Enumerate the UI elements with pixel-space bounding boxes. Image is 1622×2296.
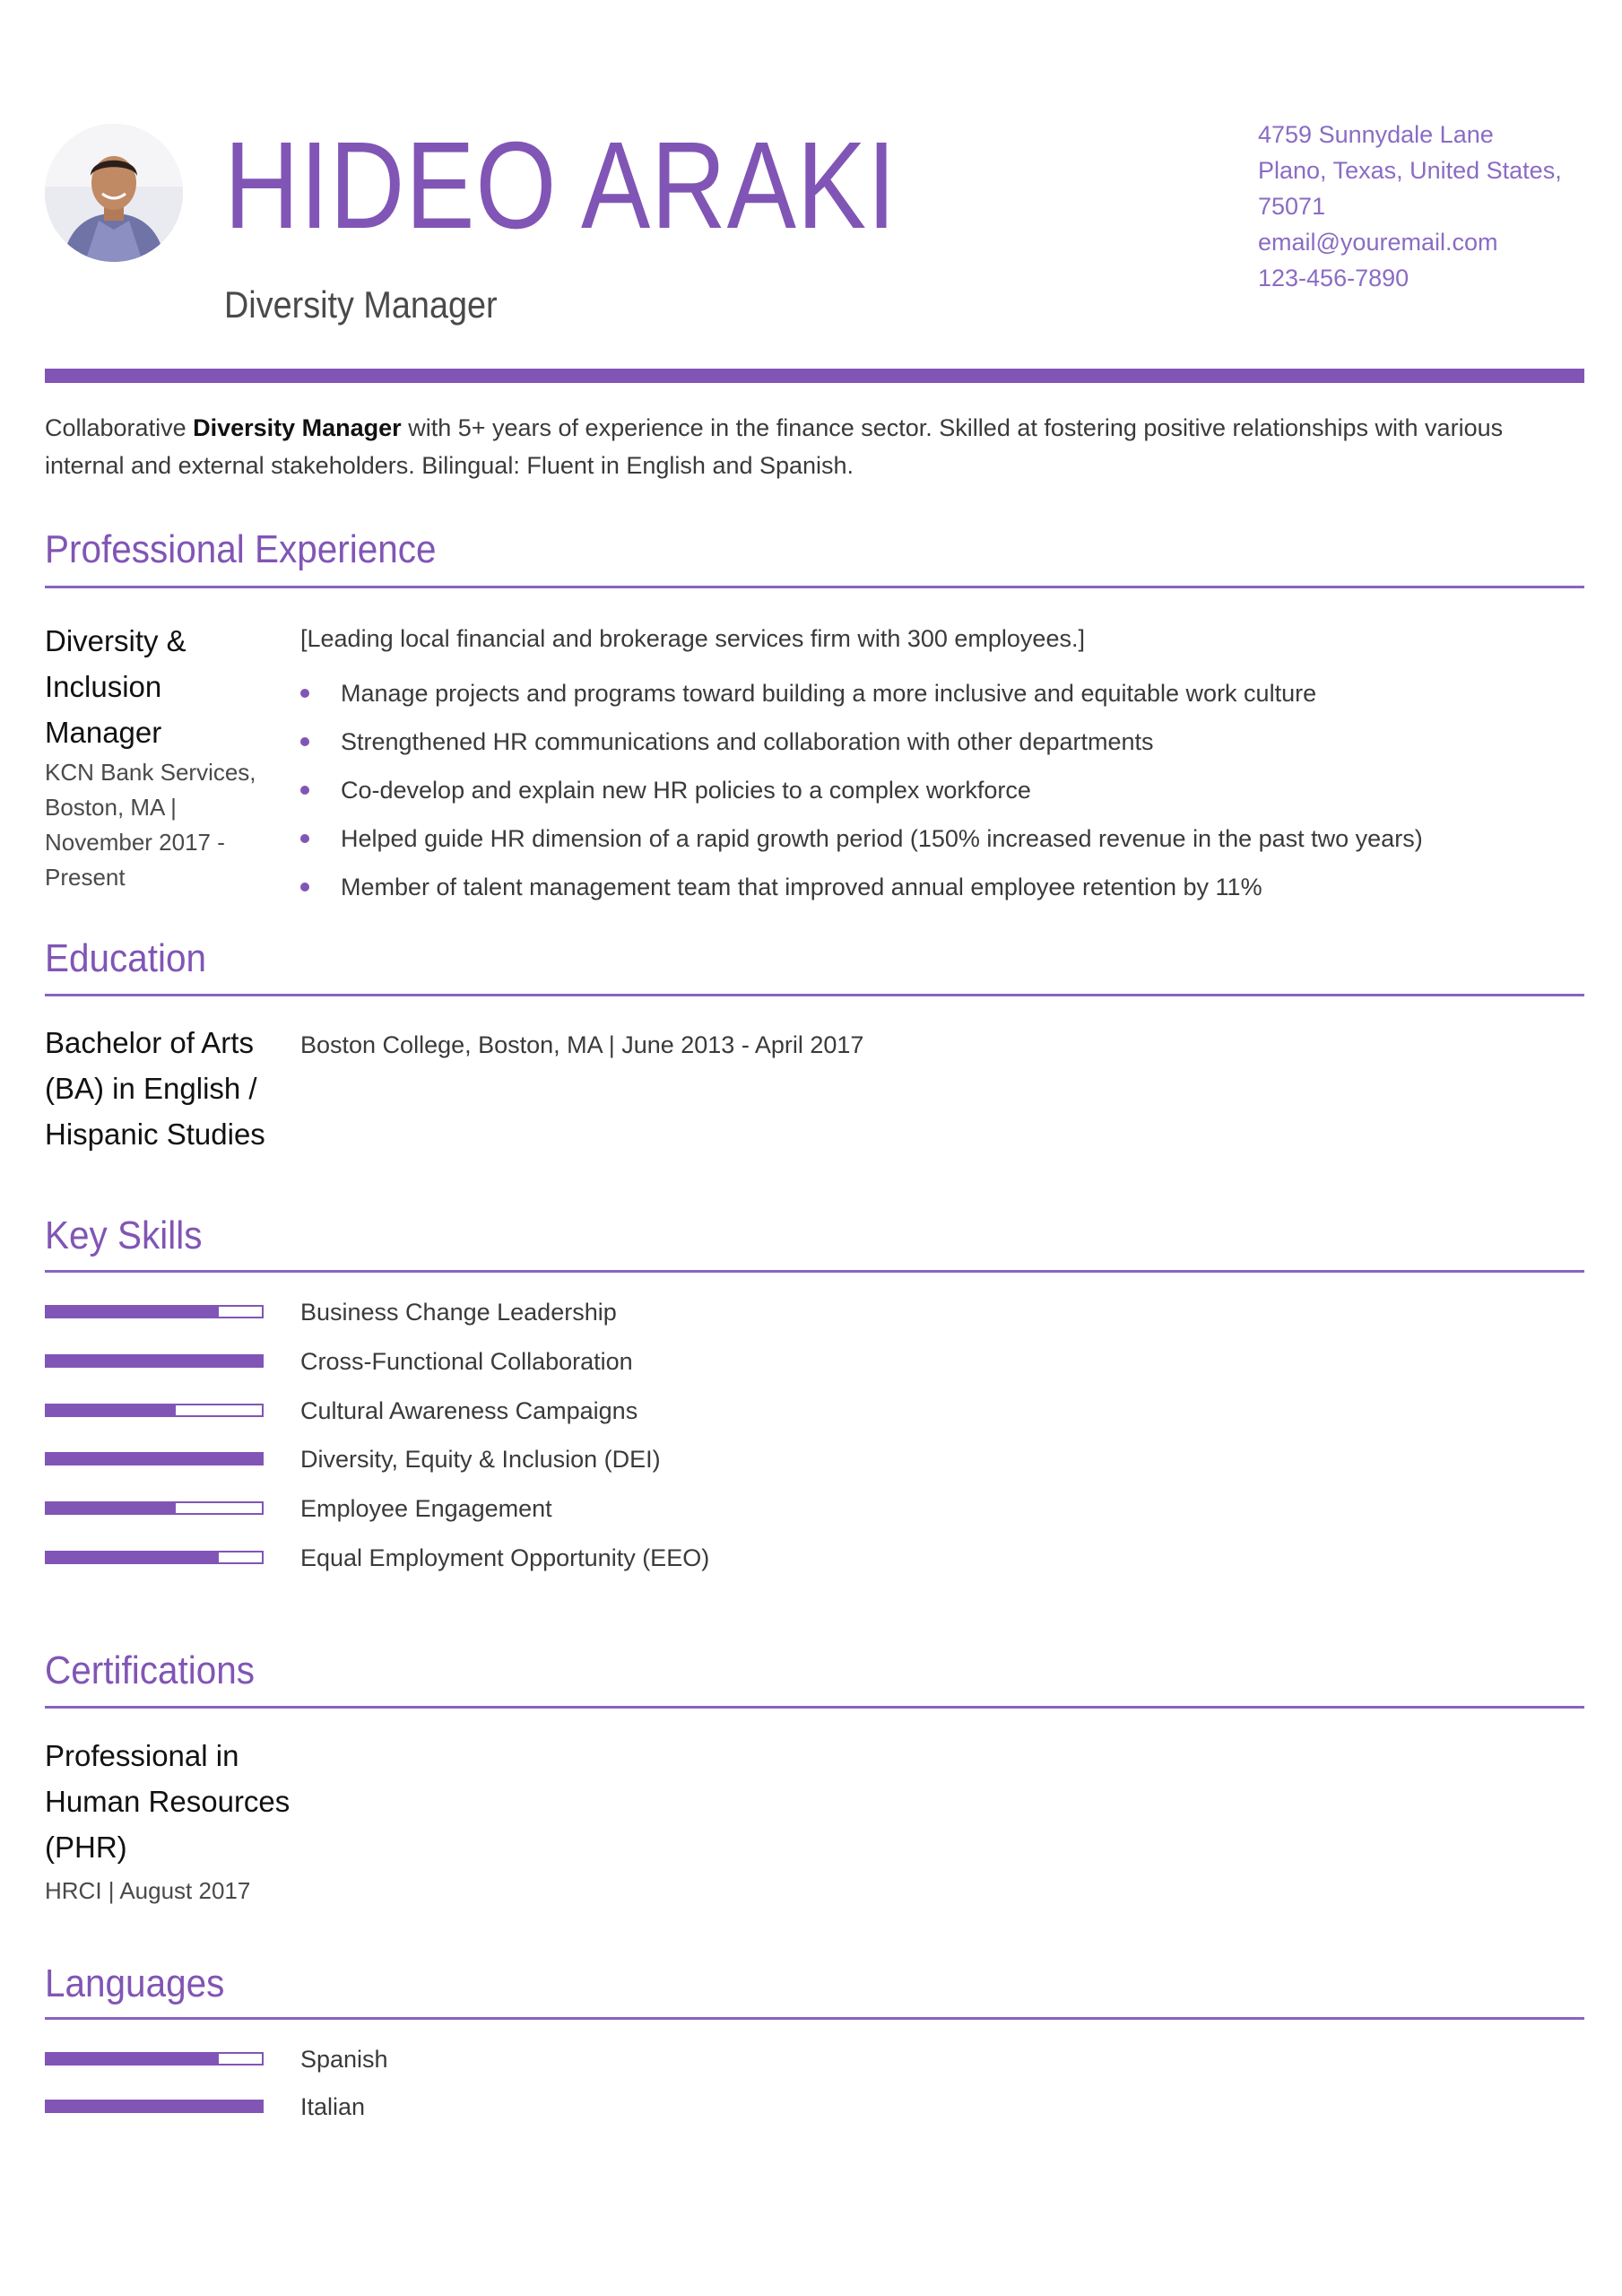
bullet-icon (300, 786, 309, 795)
language-level-fill (47, 2054, 219, 2064)
skill-level-bar (45, 1501, 264, 1515)
bullet-text: Strengthened HR communications and collaboration with other departments (341, 728, 1154, 755)
skill-row (45, 1435, 1121, 1483)
address-line-1: 4759 Sunnydale Lane (1258, 121, 1494, 148)
skill-level-fill (47, 1307, 219, 1317)
skill-row (45, 1534, 1121, 1582)
skill-level-bar (45, 1305, 264, 1318)
skill-row (45, 1387, 1121, 1435)
skill-level-bar (45, 1551, 264, 1564)
language-row (45, 2083, 1121, 2131)
section-title-languages: Languages (45, 1961, 225, 2005)
candidate-name: HIDEO ARAKI (224, 117, 898, 255)
language-label: Spanish (300, 2046, 388, 2073)
header-divider (45, 369, 1584, 383)
address-line-3: 75071 (1258, 193, 1326, 220)
bullet-icon (300, 883, 309, 891)
section-rule (45, 1270, 1584, 1273)
list-item (300, 814, 1583, 863)
experience-right (300, 621, 1583, 911)
profile-photo (45, 124, 183, 262)
language-row (45, 2035, 1121, 2083)
section-rule (45, 1706, 1584, 1709)
company-description: [Leading local financial and brokerage services firm with 300 employees.] (300, 625, 1085, 652)
section-rule (45, 586, 1584, 588)
education-details: Boston College, Boston, MA | June 2013 - April 2017 (300, 1031, 864, 1058)
section-title-education: Education (45, 936, 207, 980)
list-item (300, 669, 1583, 718)
skill-row (45, 1484, 1121, 1533)
avatar (45, 124, 183, 262)
phone-number: 123-456-7890 (1258, 265, 1409, 291)
skill-level-fill (47, 1503, 176, 1513)
language-level-bar (45, 2052, 264, 2066)
email-link[interactable]: email@youremail.com (1258, 229, 1498, 256)
skill-level-fill (47, 1552, 219, 1562)
education-left (45, 1020, 278, 1157)
skill-level-bar (45, 1452, 264, 1465)
role-title: Diversity & Inclusion Manager (45, 624, 186, 749)
summary-bold: Diversity Manager (193, 414, 402, 441)
skill-row (45, 1337, 1121, 1386)
list-item (300, 863, 1583, 911)
bullet-text: Member of talent management team that improved annual employee retention by 11% (341, 874, 1262, 900)
skill-label: Cross-Functional Collaboration (300, 1348, 633, 1375)
summary-rest: with 5+ years of experience in the finance sector. Skilled at fostering positive relationships with various internal and external stakeholders. Bilingual: Fluent in English and Spanish. (45, 414, 1504, 479)
certification-block (45, 1733, 314, 1909)
skill-level-bar (45, 1404, 264, 1417)
certification-name: Professional in Human Resources (PHR) (45, 1739, 291, 1864)
skill-level-fill (47, 1405, 176, 1415)
section-title-experience: Professional Experience (45, 527, 437, 571)
bullet-text: Co-develop and explain new HR policies to a complex workforce (341, 777, 1031, 804)
language-level-bar (45, 2100, 264, 2113)
skill-row (45, 1288, 1121, 1336)
skill-label: Diversity, Equity & Inclusion (DEI) (300, 1446, 661, 1473)
bullet-text: Manage projects and programs toward building a more inclusive and equitable work culture (341, 680, 1317, 707)
skill-label: Equal Employment Opportunity (EEO) (300, 1544, 710, 1571)
bullet-icon (300, 834, 309, 843)
skill-label: Employee Engagement (300, 1495, 552, 1522)
bullet-text: Helped guide HR dimension of a rapid growth period (150% increased revenue in the past two years) (341, 825, 1423, 852)
summary-lead: Collaborative (45, 414, 194, 441)
experience-left (45, 618, 278, 895)
address-line-2: Plano, Texas, United States, (1258, 157, 1562, 184)
skill-level-bar (45, 1354, 264, 1368)
skill-label: Cultural Awareness Campaigns (300, 1397, 638, 1424)
role-meta: KCN Bank Services, Boston, MA | November 2017 - Present (45, 759, 256, 891)
certification-meta: HRCI | August 2017 (45, 1877, 251, 1904)
section-title-skills: Key Skills (45, 1213, 203, 1257)
language-label: Italian (300, 2093, 366, 2120)
list-item (300, 766, 1583, 814)
contact-block (1258, 117, 1581, 296)
bullet-icon (300, 689, 309, 698)
bullet-icon (300, 737, 309, 746)
job-title: Diversity Manager (224, 283, 498, 326)
experience-bullets (300, 669, 1583, 911)
section-rule (45, 2017, 1584, 2020)
skill-level-fill (47, 1454, 262, 1464)
language-level-fill (47, 2101, 262, 2111)
section-rule (45, 994, 1584, 996)
section-title-certifications: Certifications (45, 1648, 255, 1692)
summary (45, 409, 1587, 484)
skill-label: Business Change Leadership (300, 1299, 617, 1326)
degree-title: Bachelor of Arts (BA) in English / Hispanic Studies (45, 1026, 265, 1151)
skill-level-fill (47, 1356, 262, 1366)
list-item (300, 718, 1583, 766)
